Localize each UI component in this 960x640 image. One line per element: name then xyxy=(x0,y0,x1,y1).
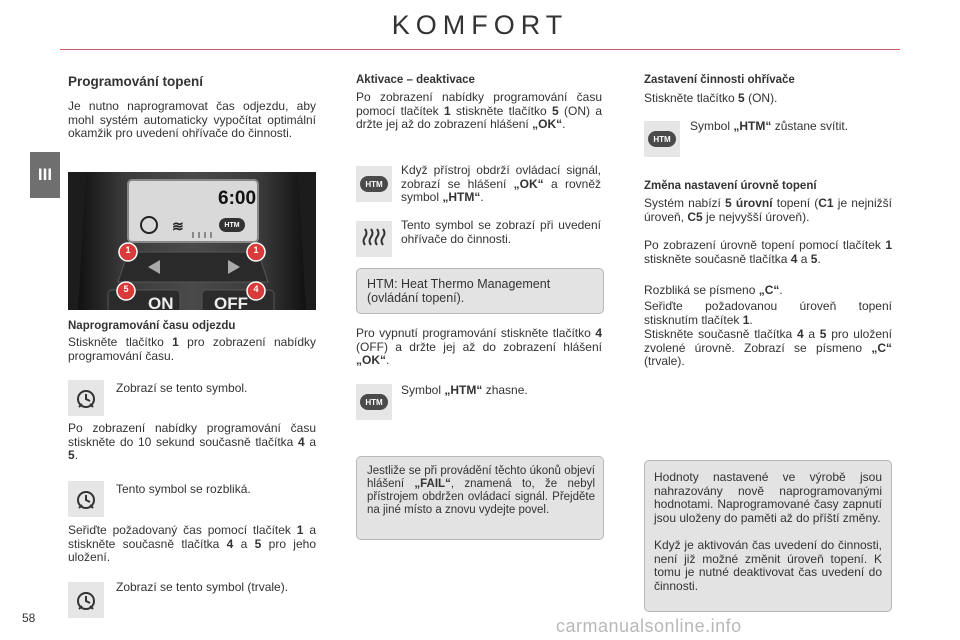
icon-caption-blinks: Tento symbol se rozbliká. xyxy=(116,482,251,496)
paragraph-save-level: Stiskněte současně tlačítka 4 a 5 pro uložení zvolené úrovně. Zobrazí se písmeno „C“ (trvale). xyxy=(644,327,892,368)
intro-paragraph: Je nutno naprogramovat čas odjezdu, aby mohl systém automaticky vypočítat optimální okamžik pro uvedení ohřívače do činnosti. xyxy=(68,99,316,140)
htm-off-symbol-icon: HTM xyxy=(356,384,392,420)
section-title-heating-level: Změna nastavení úrovně topení xyxy=(644,180,817,192)
paragraph-level-display: Po zobrazení úrovně topení pomocí tlačítek 1 stiskněte současně tlačítka 4 a 5. xyxy=(644,238,892,266)
clock-symbol-blinking-icon xyxy=(68,481,104,517)
on-button-label: ON xyxy=(148,294,174,310)
paragraph-c-blinks: Rozbliká se písmeno „C“. xyxy=(644,283,783,297)
callout-4: 4 xyxy=(253,284,259,294)
note-factory-p1: Hodnoty nastavené ve výrobě jsou nahrazovány nově naprogramovanými hodnotami. Naprogramované časy zapnutí jsou uloženy do paměti až do příští změny. xyxy=(654,470,882,525)
remote-control-illustration xyxy=(68,172,316,310)
heat-waves-icon: ≋ xyxy=(172,218,184,234)
watermark: carmanualsonline.info xyxy=(556,616,742,636)
htm-icon: HTM xyxy=(219,218,245,232)
icon-caption-ok-htm: Když přístroj obdrží ovládací signál, zobrazí se hlášení „OK“ a rovněž symbol „HTM“. xyxy=(401,163,601,204)
subtitle-departure-time: Naprogramování času odjezdu xyxy=(68,320,236,332)
paragraph-levels: Systém nabízí 5 úrovní topení (C1 je nejnižší úroveň, C5 je nejvyšší úroveň). xyxy=(644,196,892,224)
header-divider xyxy=(60,49,900,50)
icon-caption-heater-on: Tento symbol se zobrazí při uvedení ohřívače do činnosti. xyxy=(401,218,601,246)
note-factory-p2: Když je aktivován čas uvedení do činnosti, není již možné změnit úroveň topení. K tomu je nutné deaktivovat čas uvedení do činnosti. xyxy=(654,538,882,593)
paragraph-press-4-and-5: Po zobrazení nabídky programování času stiskněte do 10 sekund současně tlačítka 4 a 5. xyxy=(68,421,316,462)
clock-symbol-steady-icon xyxy=(68,582,104,618)
note-factory-values xyxy=(644,460,892,612)
htm-stays-on-icon: HTM xyxy=(644,121,680,157)
clock-icon xyxy=(140,216,158,234)
section-title-activation: Aktivace – deaktivace xyxy=(356,74,475,86)
clock-symbol-icon xyxy=(68,380,104,416)
note-htm-definition xyxy=(356,268,604,314)
off-button-label: OFF xyxy=(214,294,248,310)
note-fail-message xyxy=(356,456,604,540)
icon-caption-htm-off: Symbol „HTM“ zhasne. xyxy=(401,383,528,397)
callout-5: 5 xyxy=(123,284,129,294)
callout-1-left: 1 xyxy=(125,245,131,255)
section-tab: III xyxy=(30,152,60,198)
note-fail-text: Jestliže se při provádění těchto úkonů objeví hlášení „FAIL“, znamená to, že nebyl přístrojem obdržen ovládací signál. Přejděte na jiné místo a znovu vydejte povel. xyxy=(367,465,595,516)
display-time: 6:00 xyxy=(218,188,257,209)
icon-caption-htm-stays: Symbol „HTM“ zůstane svítit. xyxy=(690,119,849,133)
icon-caption-shown: Zobrazí se tento symbol. xyxy=(116,381,248,395)
callout-1-right: 1 xyxy=(253,245,259,255)
htm-symbol-icon: HTM xyxy=(356,166,392,202)
page-title: KOMFORT xyxy=(391,10,569,40)
paragraph-set-level: Seřiďte požadovanou úroveň topení stisknutím tlačítek 1. xyxy=(644,299,892,327)
note-htm-text: HTM: Heat Thermo Management (ovládání topení). xyxy=(367,277,551,305)
paragraph-deactivation: Pro vypnutí programování stiskněte tlačítko 4 (OFF) a držte jej až do zobrazení hlášení „OK“. xyxy=(356,326,602,367)
paragraph-press-button-1: Stiskněte tlačítko 1 pro zobrazení nabídky programování času. xyxy=(68,335,316,363)
paragraph-stop: Stiskněte tlačítko 5 (ON). xyxy=(644,91,778,105)
paragraph-set-time: Seřiďte požadovaný čas pomocí tlačítek 1 a stiskněte současně tlačítka 4 a 5 pro jeho uložení. xyxy=(68,523,316,564)
paragraph-activation: Po zobrazení nabídky programování času pomocí tlačítek 1 stiskněte tlačítko 5 (ON) a držte jej až do zobrazení hlášení „OK“. xyxy=(356,90,602,131)
page-number: 58 xyxy=(22,611,36,625)
remote-control-photo xyxy=(68,172,316,310)
heat-waves-symbol-icon xyxy=(356,221,392,257)
section-title-heating-programming: Programování topení xyxy=(68,74,204,89)
section-title-heater-stop: Zastavení činnosti ohřívače xyxy=(644,74,795,86)
icon-caption-steady: Zobrazí se tento symbol (trvale). xyxy=(116,580,289,594)
